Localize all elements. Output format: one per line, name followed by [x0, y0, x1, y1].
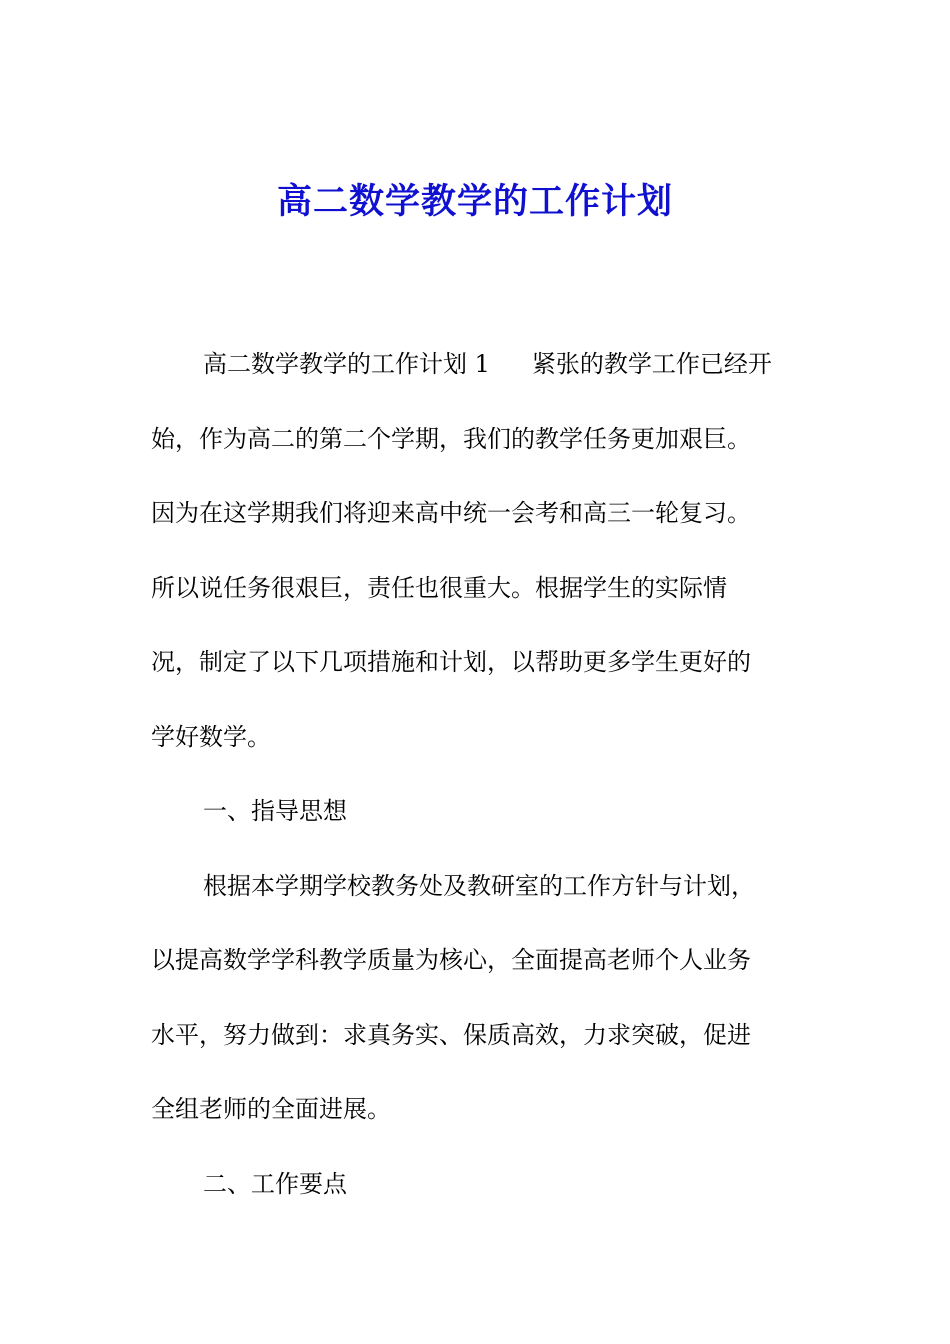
paragraph-line: 所以说任务很艰巨，责任也很重大。根据学生的实际情	[151, 573, 727, 602]
paragraph-line: 始，作为高二的第二个学期，我们的教学任务更加艰巨。	[151, 424, 751, 453]
section-heading: 高二数学教学的工作计划 1	[203, 350, 490, 378]
paragraph-line: 因为在这学期我们将迎来高中统一会考和高三一轮复习。	[151, 499, 751, 527]
paragraph-text: 紧张的教学工作已经开	[531, 350, 772, 378]
document-body	[151, 327, 823, 1221]
paragraph-line	[151, 327, 823, 402]
section-heading: 一、指导思想	[203, 797, 347, 825]
paragraph-line: 全组老师的全面进展。	[151, 1095, 391, 1123]
paragraph-line: 根据本学期学校教务处及教研室的工作方针与计划，	[203, 871, 755, 900]
paragraph-line: 水平，努力做到：求真务实、保质高效，力求突破，促进	[151, 1020, 751, 1049]
paragraph-line: 以提高数学学科教学质量为核心，全面提高老师个人业务	[151, 946, 751, 974]
section-heading: 二、工作要点	[203, 1169, 347, 1198]
paragraph-line: 学好数学。	[151, 722, 271, 751]
document-title: 高二数学教学的工作计划	[276, 181, 673, 222]
paragraph-line: 况，制定了以下几项措施和计划，以帮助更多学生更好的	[151, 648, 751, 676]
